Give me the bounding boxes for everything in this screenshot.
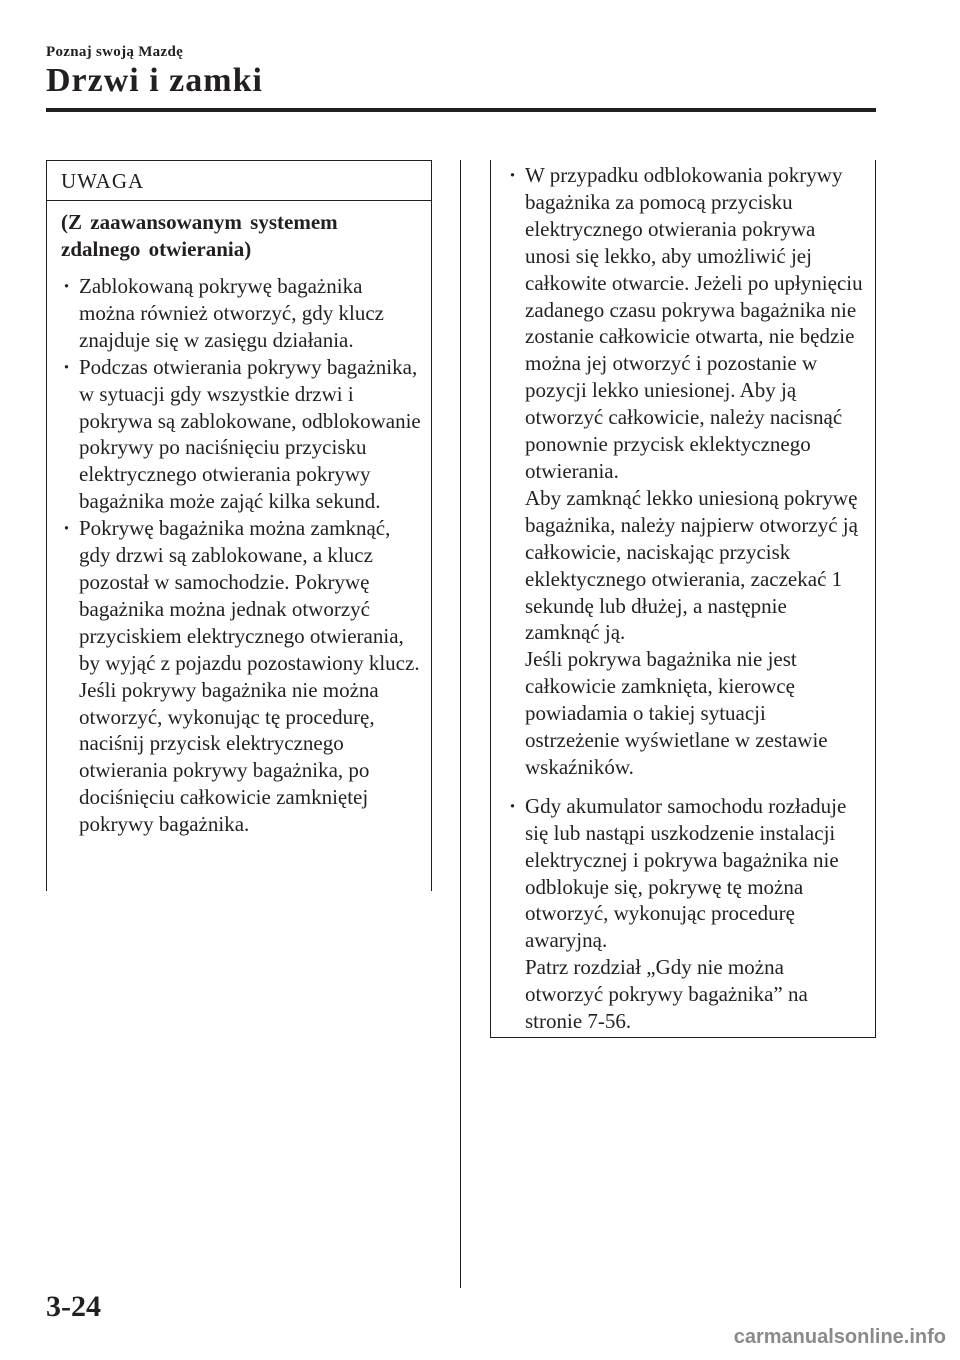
- bullet-continuation: Aby zamknąć lekko uniesioną pokrywę bagażnika, należy najpierw otworzyć ją całkowicie, naciskając przycisk eklektycznego otwierania, zaczekać 1 sekundę lub dłużej, a następnie zamknąć ją.: [525, 485, 858, 645]
- page-title: Drzwi i zamki: [46, 62, 263, 99]
- section-label: Poznaj swoją Mazdę: [46, 44, 184, 60]
- watermark: carmanualsonline.info: [733, 1326, 946, 1348]
- bullet-text: · Gdy akumulator samochodu rozładuje się lub nastąpi uszkodzenie instalacji elektrycznej i pokrywa bagażnika nie odblokuje się, pokrywę tę można otworzyć, wykonując procedurę awaryjną.: [525, 793, 847, 953]
- caution-heading: UWAGA: [47, 161, 431, 201]
- caution-body-continued: [491, 160, 875, 1035]
- caution-box-continued: [490, 160, 876, 1038]
- bullet-continuation: Jeśli pokrywa bagażnika nie jest całkowicie zamknięta, kierowcę powiadamia o takiej sytuacji ostrzeżenie wyświetlane w zestawie wskaźników.: [525, 647, 828, 779]
- bullet-text: · W przypadku odblokowania pokrywy bagażnika za pomocą przycisku elektrycznego otwierania pokrywa unosi się lekko, aby umożliwić jej całkowite otwarcie. Jeżeli po upłynięciu zadanego czasu pokrywa bagażnika nie zostanie całkowicie otwarta, nie będzie można jej otworzyć i pozostanie w pozycji lekko uniesionej. Aby ją otworzyć całkowicie, należy nacisnąć ponownie przycisk eklektycznego otwierania.: [525, 163, 863, 483]
- caution-body: [47, 201, 431, 838]
- column-divider: [460, 160, 461, 1288]
- caution-subheading: (Z zaawansowanym systemem zdalnego otwierania): [61, 210, 338, 261]
- list-item: · Podczas otwierania pokrywy bagażnika, w sytuacji gdy wszystkie drzwi i pokrywa są zablokowane, odblokowanie pokrywy po naciśnięciu przycisku elektrycznego otwierania pokrywy bagażnika może zająć kilka sekund.: [61, 354, 421, 515]
- page-number: 3-24: [46, 1290, 101, 1323]
- list-item: [507, 162, 865, 781]
- caution-box: [46, 160, 432, 891]
- list-item: · Zablokowaną pokrywę bagażnika można również otworzyć, gdy klucz znajduje się w zasięgu działania.: [61, 273, 421, 354]
- list-item: [507, 793, 865, 1035]
- bullet-continuation: Patrz rozdział „Gdy nie można otworzyć pokrywy bagażnika” na stronie 7-56.: [525, 955, 808, 1034]
- caution-bullet-list-continued: [507, 162, 865, 1035]
- list-item: · Pokrywę bagażnika można zamknąć, gdy drzwi są zablokowane, a klucz pozostał w samochodzie. Pokrywę bagażnika można jednak otworzyć przyciskiem elektrycznego otwierania, by wyjąć z pojazdu pozostawiony klucz. Jeśli pokrywy bagażnika nie można otworzyć, wykonując tę procedurę, naciśnij przycisk elektrycznego otwierania pokrywy bagażnika, po dociśnięciu całkowicie zamkniętej pokrywy bagażnika.: [61, 515, 421, 838]
- caution-bullet-list: [61, 273, 421, 838]
- header-rule: [46, 108, 876, 112]
